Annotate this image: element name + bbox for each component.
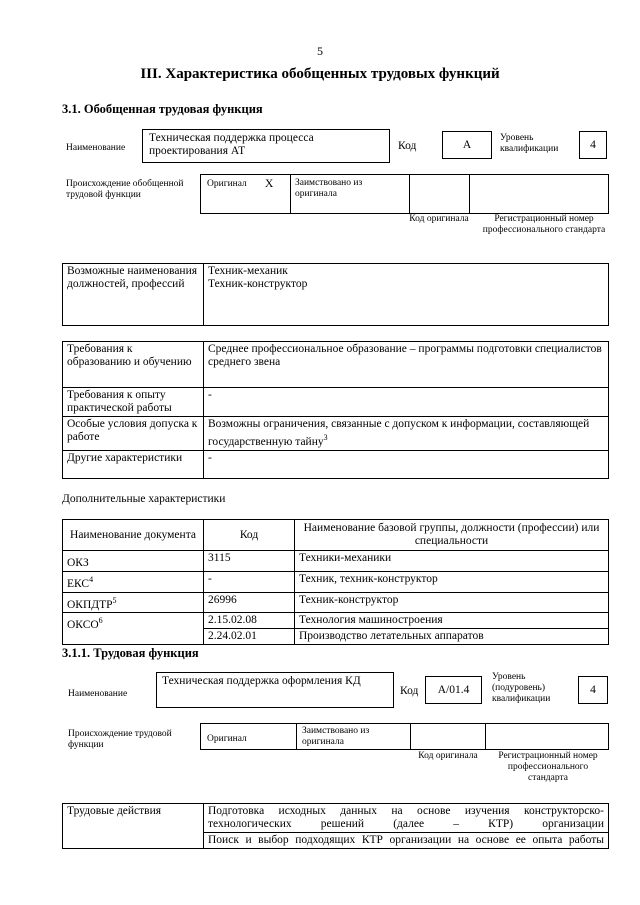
- add-doc: [63, 571, 204, 592]
- tf-name-label: Наименование: [68, 689, 128, 699]
- req-label: Другие характеристики: [63, 450, 204, 478]
- add-code: 26996: [204, 592, 295, 613]
- add-doc: [63, 551, 204, 572]
- additional-title: Дополнительные характеристики: [62, 493, 226, 505]
- req-value: -: [204, 450, 609, 478]
- add-header-name: Наименование базовой группы, должности (профессии) или специальности: [295, 520, 609, 551]
- add-header-code: Код: [204, 520, 295, 551]
- add-code: 2.15.02.08: [204, 613, 295, 629]
- section-title: III. Характеристика обобщенных трудовых функций: [140, 66, 500, 82]
- gtf-original-mark: X: [265, 178, 274, 190]
- add-doc-text: ОКПДТР: [67, 598, 113, 611]
- gtf-heading: 3.1. Обобщенная трудовая функция: [62, 102, 263, 116]
- tf-borrowed-label: Заимствовано из оригинала: [302, 726, 370, 747]
- add-name: Техники-механики: [295, 551, 609, 572]
- add-code: 2.24.02.01: [204, 629, 295, 645]
- tf-origin-label: Происхождение трудовой функции: [68, 729, 172, 750]
- add-name: Техник, техник-конструктор: [295, 571, 609, 592]
- gtf-code-value: А: [442, 131, 492, 159]
- add-header-doc: Наименование документа: [63, 520, 204, 551]
- footnote-ref: 4: [89, 574, 94, 584]
- gtf-origin-table: [200, 174, 609, 214]
- gtf-code-label: Код: [398, 140, 417, 152]
- actions-label: Трудовые действия: [63, 804, 204, 849]
- req-label: Требования к опыту практической работы: [63, 388, 204, 417]
- gtf-level-label: Уровень квалификации: [500, 133, 559, 154]
- add-doc-text: ОКЗ: [67, 556, 89, 569]
- tf-original-label: Оригинал: [207, 734, 247, 744]
- gtf-reg-number-label: Регистрационный номер профессионального стандарта: [482, 214, 606, 235]
- gtf-origin-label: Происхождение обобщенной трудовой функции: [66, 179, 184, 200]
- additional-table: [62, 519, 609, 645]
- position-item: Техник-конструктор: [208, 278, 308, 290]
- req-value: Среднее профессиональное образование – программы подготовки специалистов среднего звена: [204, 342, 609, 388]
- action-item: Поиск и выбор подходящих КТР организации на основе ее опыта работы: [204, 833, 609, 849]
- add-code: -: [204, 571, 295, 592]
- footnote-ref: 6: [98, 616, 103, 626]
- add-name: Техник-конструктор: [295, 592, 609, 613]
- req-value: [204, 417, 609, 451]
- req-label: Требования к образованию и обучению: [63, 342, 204, 388]
- gtf-original-label: Оригинал: [207, 179, 247, 189]
- req-value: -: [204, 388, 609, 417]
- page-number: 5: [317, 44, 323, 58]
- gtf-name-label: Наименование: [66, 143, 126, 153]
- req-label: Особые условия допуска к работе: [63, 417, 204, 451]
- gtf-name-value: Техническая поддержка процесса проектирования АТ: [142, 129, 390, 163]
- add-name: Технология машиностроения: [295, 613, 609, 629]
- actions-table: [62, 803, 609, 849]
- footnote-ref: 5: [112, 595, 117, 605]
- tf-reg-number-label: Регистрационный номер профессионального стандарта: [498, 751, 598, 783]
- tf-level-value: 4: [578, 676, 608, 704]
- tf-origin-table: [200, 723, 609, 750]
- gtf-borrowed-label: Заимствовано из оригинала: [295, 178, 363, 199]
- tf-code-value: А/01.4: [425, 676, 482, 704]
- add-doc: [63, 613, 204, 645]
- gtf-level-value: 4: [579, 131, 607, 159]
- requirements-table: [62, 341, 609, 479]
- req-value-text: Возможны ограничения, связанные с допуском к информации, составляющей государственную тайну: [208, 418, 590, 448]
- action-item: Подготовка исходных данных на основе изучения конструкторско-технологических решений (далее – КТР) организации: [204, 804, 609, 833]
- tf-code-label: Код: [400, 685, 419, 697]
- add-doc-text: ОКСО: [67, 619, 99, 632]
- add-name: Производство летательных аппаратов: [295, 629, 609, 645]
- positions-label: Возможные наименования должностей, профессий: [63, 264, 204, 326]
- tf-heading: 3.1.1. Трудовая функция: [62, 646, 199, 660]
- add-doc: [63, 592, 204, 613]
- add-doc-text: ЕКС: [67, 577, 90, 590]
- add-code: 3115: [204, 551, 295, 572]
- tf-name-value: Техническая поддержка оформления КД: [156, 672, 394, 708]
- positions-table: [62, 263, 609, 326]
- position-item: Техник-механик: [208, 265, 288, 277]
- gtf-code-original-label: Код оригинала: [409, 214, 469, 224]
- tf-code-original-label: Код оригинала: [418, 751, 478, 761]
- tf-level-label: Уровень (подуровень) квалификации: [492, 672, 551, 704]
- footnote-ref: 3: [323, 433, 328, 442]
